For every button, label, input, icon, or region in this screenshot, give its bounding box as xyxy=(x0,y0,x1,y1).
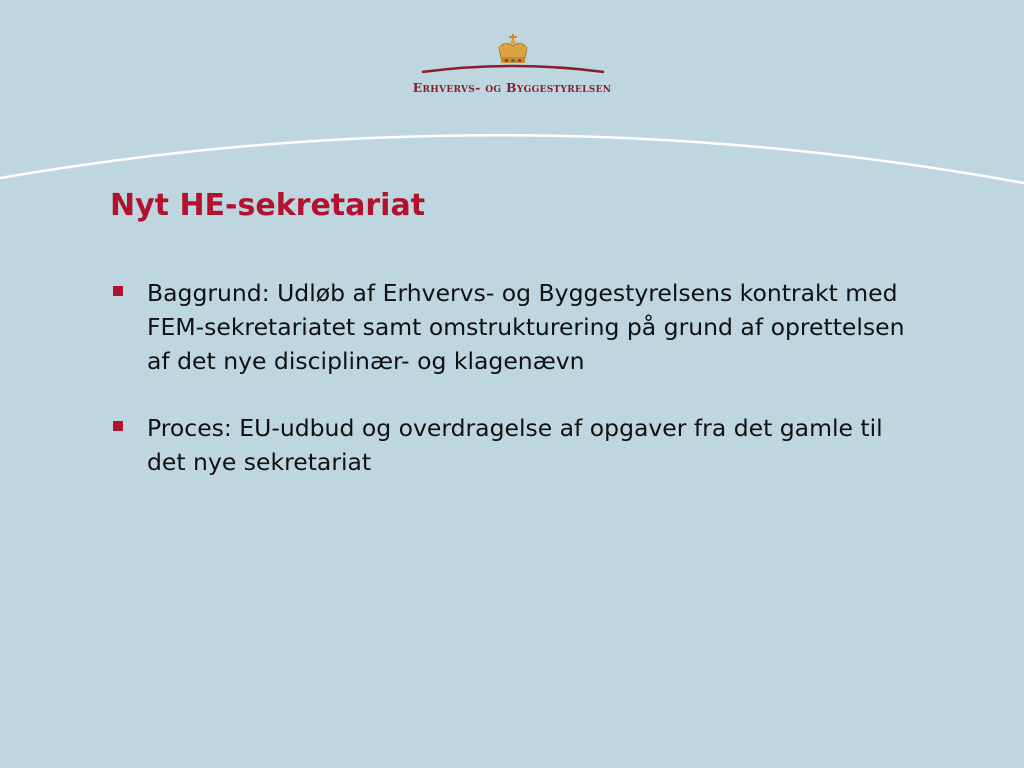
agency-logo xyxy=(0,0,1024,110)
bullet-item xyxy=(110,276,920,378)
bullet-item xyxy=(110,411,920,479)
logo-divider-arc xyxy=(420,58,606,78)
bullet-text: Proces: EU-udbud og overdragelse af opgaver fra det gamle til det nye sekretariat xyxy=(147,414,883,476)
bullet-list xyxy=(110,276,920,512)
agency-name: Erhvervs- og Byggestyrelsen xyxy=(412,80,612,95)
slide-title: Nyt HE-sekretariat xyxy=(110,188,426,223)
square-bullet-icon xyxy=(113,286,123,296)
bullet-text: Baggrund: Udløb af Erhvervs- og Byggestyrelsens kontrakt med FEM-sekretariatet samt omstrukturering på grund af oprettelsen af det nye disciplinær- og klagenævn xyxy=(147,279,905,375)
square-bullet-icon xyxy=(113,421,123,431)
